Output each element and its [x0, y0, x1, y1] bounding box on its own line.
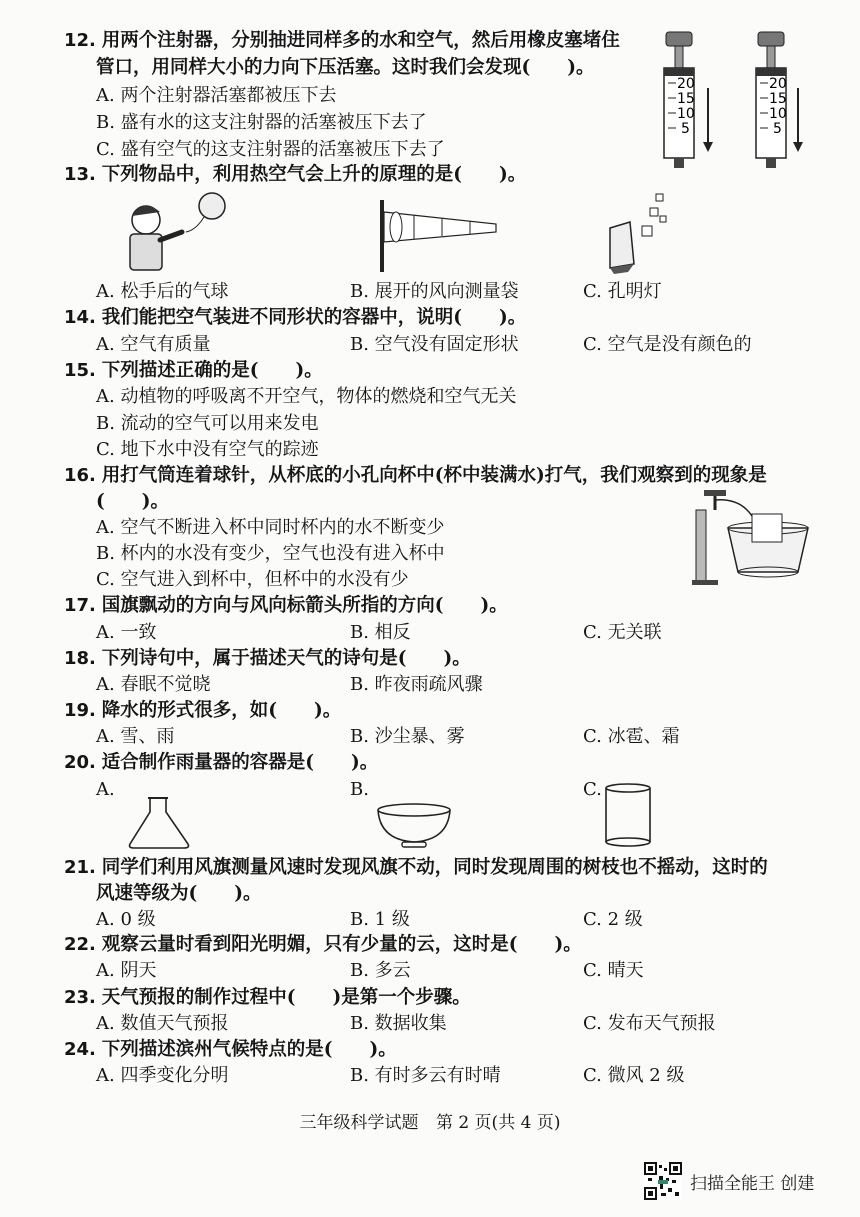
- scale-label: 10: [769, 106, 787, 122]
- syringe-water: [664, 32, 713, 168]
- question-number: 23.: [64, 987, 96, 1008]
- question-19: [64, 698, 341, 724]
- option-a: A. 春眠不觉晓: [96, 674, 211, 695]
- question-13: [64, 162, 526, 188]
- question-18: [64, 646, 471, 672]
- option-b: B.: [350, 779, 369, 800]
- option-b: B. 数据收集: [350, 1013, 447, 1034]
- option-c: C. 空气进入到杯中，但杯中的水没有少: [96, 569, 409, 590]
- option-b: B. 盛有水的这支注射器的活塞被压下去了: [96, 112, 427, 133]
- question-stem: 降水的形式很多，如( )。: [101, 700, 342, 721]
- question-stem: 天气预报的制作过程中( )是第一个步骤。: [101, 987, 471, 1008]
- question-16: [64, 463, 767, 489]
- option-b: B. 空气没有固定形状: [350, 334, 519, 355]
- question-number: 22.: [64, 934, 96, 955]
- option-c: C. 2 级: [583, 909, 643, 930]
- scale-label: 20: [769, 76, 787, 92]
- option-c: C. 微风 2 级: [583, 1065, 685, 1086]
- option-a: A. 阴天: [96, 960, 157, 981]
- option-c: C. 孔明灯: [583, 281, 662, 302]
- option-a: A. 0 级: [96, 909, 156, 930]
- question-number: 12.: [64, 30, 96, 51]
- scale-label: 5: [681, 121, 690, 137]
- option-b: B. 有时多云有时晴: [350, 1065, 501, 1086]
- option-a: A. 四季变化分明: [96, 1065, 229, 1086]
- question-stem-line-1: 同学们利用风旗测量风速时发现风旗不动，同时发现周围的树枝也不摇动，这时的: [101, 857, 768, 878]
- option-c: C. 冰雹、霜: [583, 726, 680, 747]
- scale-label: 20: [677, 76, 695, 92]
- option-c: C. 盛有空气的这支注射器的活塞被压下去了: [96, 139, 445, 160]
- question-number: 17.: [64, 595, 96, 616]
- question-17: [64, 593, 508, 619]
- question-15: [64, 358, 323, 384]
- question-stem: 适合制作雨量器的容器是( )。: [101, 752, 379, 773]
- scale-label: 15: [769, 91, 787, 107]
- scale-label: 5: [773, 121, 782, 137]
- watermark-text: 扫描全能王 创建: [690, 1173, 815, 1194]
- option-a: A.: [96, 779, 115, 800]
- option-a: A. 空气有质量: [96, 334, 211, 355]
- bowl-image: [374, 800, 454, 850]
- question-number: 16.: [64, 465, 96, 486]
- question-21: [64, 855, 768, 881]
- question-12-line-2: [96, 55, 595, 81]
- option-a: A. 一致: [96, 622, 157, 643]
- question-stem-line-2: ( )。: [96, 491, 170, 512]
- option-c: C. 发布天气预报: [583, 1013, 716, 1034]
- question-number: 13.: [64, 164, 96, 185]
- question-22: [64, 932, 582, 958]
- option-c: C. 空气是没有颜色的: [583, 334, 752, 355]
- option-a: A. 空气不断进入杯中同时杯内的水不断变少: [96, 517, 445, 538]
- question-21-line-2: [96, 881, 262, 907]
- option-a: A. 松手后的气球: [96, 281, 229, 302]
- question-stem: 观察云量时看到阳光明媚，只有少量的云，这时是( )。: [101, 934, 582, 955]
- option-c: C. 无关联: [583, 622, 662, 643]
- footer-subject: 三年级科学试题: [299, 1113, 419, 1133]
- question-24: [64, 1037, 397, 1063]
- question-stem: 我们能把空气装进不同形状的容器中，说明( )。: [101, 307, 527, 328]
- qr-code-icon: [644, 1162, 682, 1200]
- conical-flask-image: [126, 794, 196, 850]
- question-stem-line-2: 风速等级为( )。: [96, 883, 262, 904]
- option-a: A. 数值天气预报: [96, 1013, 229, 1034]
- question-stem-line-1: 用打气筒连着球针，从杯底的小孔向杯中(杯中装满水)打气，我们观察到的现象是: [101, 465, 767, 486]
- cylinder-image: [600, 782, 656, 850]
- question-number: 21.: [64, 857, 96, 878]
- scale-label: 10: [677, 106, 695, 122]
- question-number: 14.: [64, 307, 96, 328]
- scanner-watermark: [644, 1162, 814, 1200]
- question-number: 24.: [64, 1039, 96, 1060]
- syringe-air: [756, 32, 803, 168]
- question-stem: 国旗飘动的方向与风向标箭头所指的方向( )。: [101, 595, 508, 616]
- windsock-image: [376, 198, 506, 274]
- syringe-figure: [652, 28, 812, 176]
- option-c: C. 晴天: [583, 960, 644, 981]
- footer-page-number: 第 2 页(共 4 页): [435, 1113, 561, 1133]
- page-footer: [0, 1108, 860, 1133]
- question-stem: 下列物品中，利用热空气会上升的原理的是( )。: [101, 164, 527, 185]
- question-number: 20.: [64, 752, 96, 773]
- option-b: B. 沙尘暴、雾: [350, 726, 465, 747]
- option-b: B. 相反: [350, 622, 411, 643]
- air-pump-cup-image: [690, 488, 814, 588]
- question-stem: 下列描述正确的是( )。: [101, 360, 323, 381]
- option-a: A. 雪、雨: [96, 726, 175, 747]
- question-stem: 下列诗句中，属于描述天气的诗句是( )。: [101, 648, 471, 669]
- option-b: B. 展开的风向测量袋: [350, 281, 519, 302]
- question-number: 18.: [64, 648, 96, 669]
- question-20: [64, 750, 378, 776]
- question-stem: 下列描述滨州气候特点的是( )。: [101, 1039, 397, 1060]
- question-12: [64, 28, 620, 54]
- sky-lantern-image: [600, 192, 676, 276]
- option-b: B. 流动的空气可以用来发电: [96, 413, 319, 434]
- question-number: 15.: [64, 360, 96, 381]
- option-b: B. 1 级: [350, 909, 410, 930]
- question-stem-line-1: 用两个注射器，分别抽进同样多的水和空气，然后用橡皮塞堵住: [101, 30, 620, 51]
- scale-label: 15: [677, 91, 695, 107]
- balloon-boy-image: [124, 190, 234, 274]
- option-c: C. 地下水中没有空气的踪迹: [96, 439, 319, 460]
- option-a: A. 动植物的呼吸离不开空气，物体的燃烧和空气无关: [96, 386, 517, 407]
- option-b: B. 昨夜雨疏风骤: [350, 674, 483, 695]
- option-a: A. 两个注射器活塞都被压下去: [96, 85, 337, 106]
- option-b: B. 杯内的水没有变少，空气也没有进入杯中: [96, 543, 445, 564]
- question-23: [64, 985, 471, 1011]
- question-14: [64, 305, 526, 331]
- option-b: B. 多云: [350, 960, 411, 981]
- question-stem-line-2: 管口，用同样大小的力向下压活塞。这时我们会发现( )。: [96, 57, 595, 78]
- question-number: 19.: [64, 700, 96, 721]
- question-16-line-2: [96, 489, 169, 515]
- option-c: C.: [583, 779, 602, 800]
